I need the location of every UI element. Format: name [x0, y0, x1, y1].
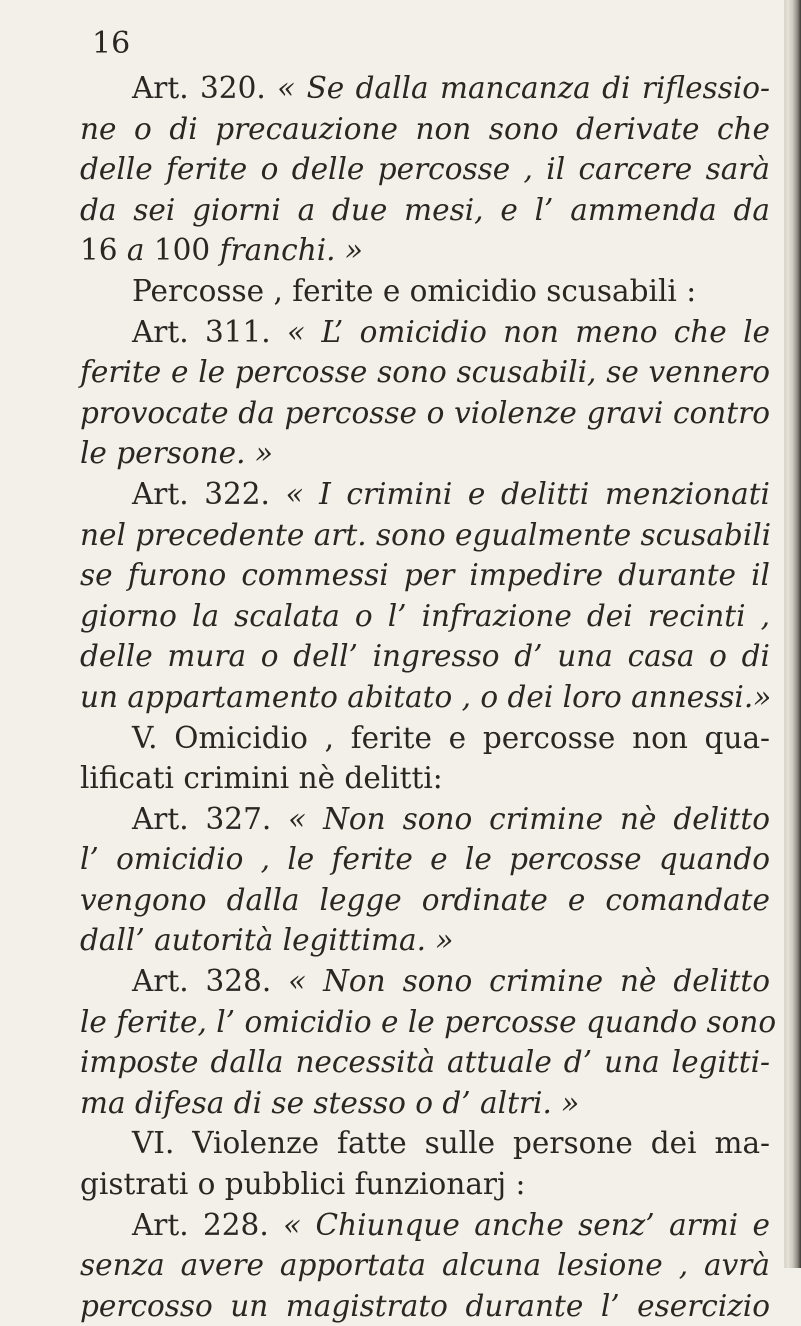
- text-line: [80, 1002, 777, 1043]
- text-line: [80, 555, 770, 596]
- text-line: [80, 596, 770, 637]
- italic-quote-text: percosso un magistrato durante l’ esercizio: [80, 1288, 770, 1323]
- italic-quote-text: giorno la scalata o l’ infrazione dei recinti ,: [80, 598, 770, 633]
- italic-quote-text: dall’ autorità legittima. »: [80, 923, 454, 958]
- italic-quote-text: « I crimini e delitti menzionati: [285, 476, 770, 511]
- italic-quote-text: « Se dalla mancanza di riflessio-: [277, 71, 770, 105]
- text-line: [80, 109, 770, 150]
- text-line: [80, 312, 770, 353]
- italic-quote-text: ne o di precauzione non sono derivate che: [80, 111, 770, 146]
- text-line: [80, 758, 770, 799]
- italic-quote-text: le persone. »: [80, 436, 273, 471]
- italic-quote-text: da sei giorni a due mesi, e l’ ammenda da: [80, 192, 770, 227]
- italic-quote-text: senza avere apportata alcuna lesione , avrà: [80, 1248, 770, 1283]
- italic-quote-text: delle mura o dell’ ingresso d’ una casa o di: [80, 639, 770, 674]
- text-line: [80, 68, 770, 109]
- roman-text: gistrati o pubblici funzionarj :: [80, 1167, 526, 1202]
- italic-quote-text: « Non sono crimine nè delitto: [288, 964, 771, 999]
- book-page: [80, 24, 777, 1326]
- roman-text: 100: [153, 233, 220, 268]
- text-line: [80, 433, 770, 474]
- text-line: [80, 474, 770, 515]
- text-line: [80, 1286, 770, 1326]
- roman-text: Art. 320.: [132, 71, 278, 105]
- text-line: [80, 799, 770, 840]
- page-number: 16: [92, 26, 131, 61]
- text-line: [80, 230, 770, 271]
- italic-quote-text: provocate da percosse o violenze gravi contro: [80, 395, 770, 430]
- italic-quote-text: imposte dalla necessità attuale d’ una legitti-: [80, 1045, 770, 1080]
- text-line: [80, 1205, 770, 1246]
- text-line: [80, 718, 770, 759]
- italic-quote-text: vengono dalla legge ordinate e comandate: [80, 882, 770, 917]
- roman-text: Art. 311.: [132, 314, 287, 349]
- italic-quote-text: « L’ omicidio non meno che le: [287, 314, 770, 349]
- roman-text: Art. 228.: [132, 1207, 284, 1242]
- roman-text: Art. 322.: [132, 476, 286, 511]
- text-line: [80, 961, 770, 1002]
- text-line: [80, 393, 770, 434]
- italic-quote-text: le ferite, l’ omicidio e le percosse quando sono: [80, 1004, 777, 1039]
- roman-text: VI. Violenze fatte sulle persone dei ma-: [132, 1126, 770, 1161]
- italic-quote-text: l’ omicidio , le ferite e le percosse quando: [80, 842, 770, 877]
- italic-quote-text: ferite e le percosse sono scusabili, se vennero: [80, 355, 770, 390]
- text-line: [80, 352, 770, 393]
- italic-quote-text: ma difesa di se stesso o d’ altri. »: [80, 1085, 580, 1120]
- page-edge: [787, 0, 801, 1268]
- text-line: [80, 1123, 770, 1164]
- roman-text: 16: [80, 233, 127, 268]
- text-line: [80, 515, 770, 556]
- text-line: [80, 1245, 770, 1286]
- roman-text: lificati crimini nè delitti:: [80, 761, 443, 796]
- text-line: [80, 636, 770, 677]
- text-line: [80, 880, 770, 921]
- italic-quote-text: « Chiunque anche senz’ armi e: [283, 1207, 770, 1242]
- text-line: [80, 677, 770, 718]
- text-line: [80, 149, 770, 190]
- text-line: [80, 839, 770, 880]
- text-line: [80, 190, 770, 231]
- text-line: [80, 1083, 770, 1124]
- text-line: [80, 271, 770, 312]
- roman-text: Art. 328.: [132, 964, 289, 999]
- italic-quote-text: delle ferite o delle percosse , il carcere sarà: [80, 152, 770, 187]
- italic-quote-text: franchi. »: [219, 233, 363, 268]
- text-line: [80, 920, 770, 961]
- italic-quote-text: a: [126, 233, 154, 268]
- italic-quote-text: « Non sono crimine nè delitto: [288, 801, 771, 836]
- roman-text: Percosse , ferite e omicidio scusabili :: [132, 273, 697, 308]
- italic-quote-text: se furono commessi per impedire durante il: [80, 558, 770, 593]
- italic-quote-text: nel precedente art. sono egualmente scusabili: [80, 517, 772, 552]
- roman-text: V. Omicidio , ferite e percosse non qua-: [132, 720, 770, 755]
- italic-quote-text: un appartamento abitato , o dei loro annessi.»: [80, 679, 772, 714]
- roman-text: Art. 327.: [132, 801, 289, 836]
- page-body-text: [80, 68, 777, 1326]
- text-line: [80, 1164, 770, 1205]
- text-line: [80, 1042, 770, 1083]
